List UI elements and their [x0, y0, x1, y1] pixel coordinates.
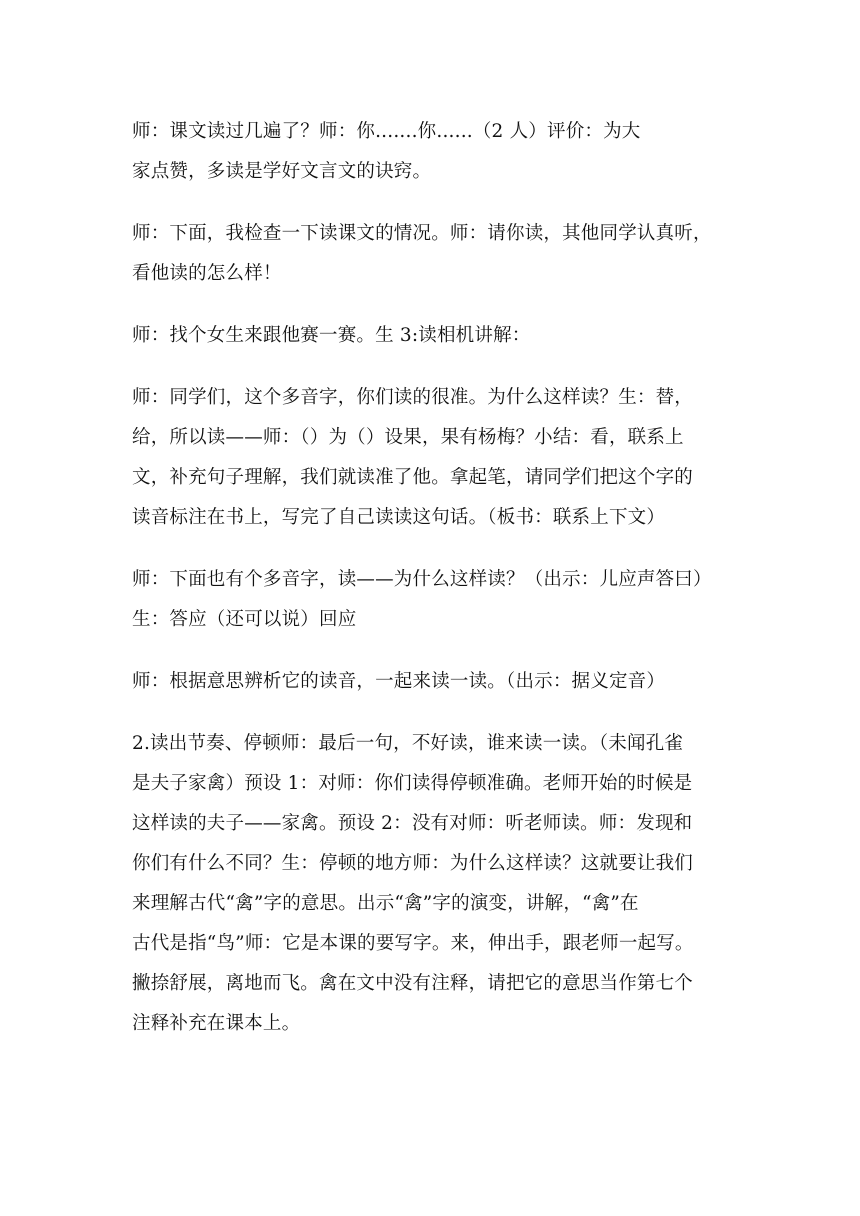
- paragraph-meaning-pronunciation: 师：根据意思辨析它的读音，一起来读一读。（出示：据义定音）: [132, 671, 666, 692]
- paragraph-rhythm-pause: 2.读出节奏、停顿师：最后一句，不好读，谁来读一读。（未闻孔雀 是夫子家禽）预设 1：对师：你们读得停顿准确。老师开始的时候是 这样读的夫子——家禽。预设 2：没有对师：听老师读。师：发现和 你们有什么不同？生：停顿的地方师：为什么这样读？这就要让我们 来理解古代“禽”字的意思。出示“禽”字的演变，讲解，“禽”在 古代是指“鸟”师：它是本课的要写字。来，伸出手，跟老师一起写。 撇捺舒展，离地而飞。禽在文中没有注释，请把它的意思当作第七个 注释补充在课本上。: [132, 733, 694, 1034]
- paragraph-reading-count: 师：课文读过几遍了？师：你.......你......（2 人）评价：为大 家点赞，多读是学好文言文的诀窍。: [132, 121, 641, 182]
- paragraph-girl-contest: 师：找个女生来跟他赛一赛。生 3:读相机讲解：: [132, 325, 531, 346]
- paragraph-polyphone-context: 师：同学们，这个多音字，你们读的很准。为什么这样读？生：替， 给，所以读——师：（）为（）设果，果有杨梅？小结：看，联系上 文，补充句子理解，我们就读准了他。拿起笔，请同学们把这个字的 读音标注在书上，写完了自己读读这句话。（板书：联系上下文）: [132, 387, 694, 528]
- paragraph-check-reading: 师：下面，我检查一下读课文的情况。师：请你读，其他同学认真听， 看他读的怎么样！: [132, 223, 712, 284]
- paragraph-polyphone-answer: 师：下面也有个多音字，读——为什么这样读？（出示：儿应声答曰） 生：答应（还可以说）回应: [132, 569, 712, 630]
